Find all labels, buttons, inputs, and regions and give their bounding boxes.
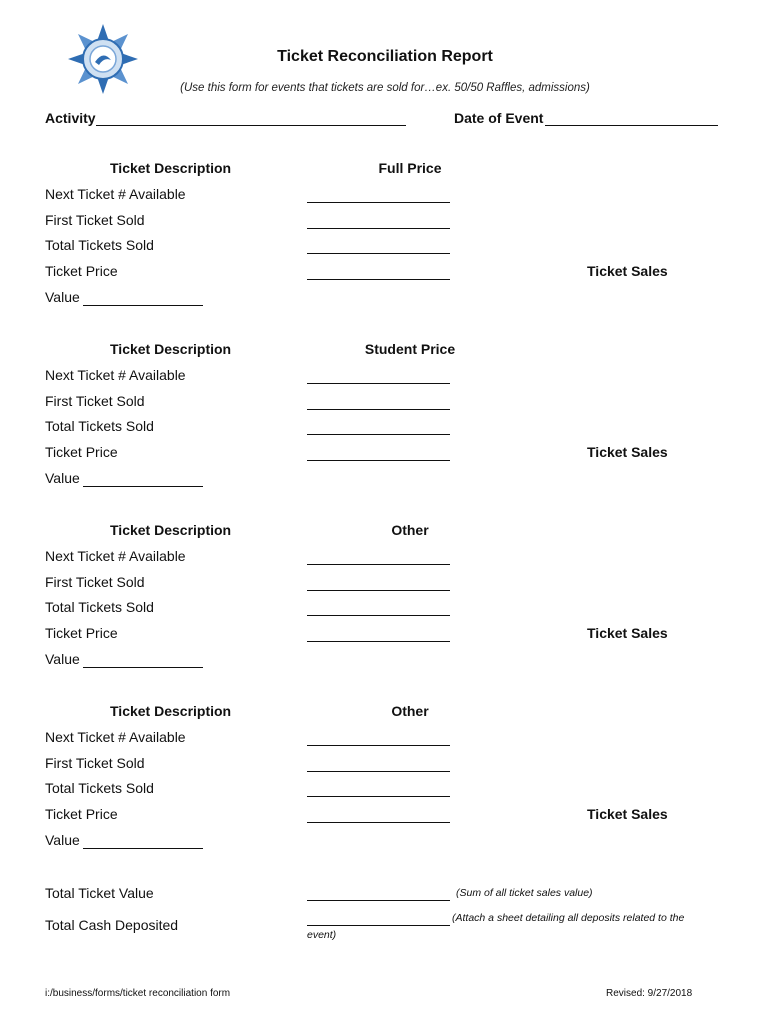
ticket-price-label: Ticket Price [45, 806, 118, 822]
first-ticket-field[interactable] [307, 228, 450, 229]
total-ticket-value-note: (Sum of all ticket sales value) [456, 887, 593, 899]
total-tickets-label: Total Tickets Sold [45, 237, 154, 253]
date-of-event-label: Date of Event [454, 110, 544, 126]
next-ticket-label: Next Ticket # Available [45, 729, 186, 745]
ticket-description-header: Ticket Description [110, 703, 232, 719]
total-tickets-field[interactable] [307, 796, 450, 797]
total-cash-deposited-label: Total Cash Deposited [45, 917, 179, 933]
ticket-price-label: Ticket Price [45, 263, 118, 279]
value-field[interactable] [83, 667, 203, 668]
ticket-sales-label: Ticket Sales [587, 263, 668, 279]
total-tickets-field[interactable] [307, 434, 450, 435]
value-field[interactable] [83, 848, 203, 849]
first-ticket-field[interactable] [307, 590, 450, 591]
value-label: Value [45, 651, 80, 667]
first-ticket-label: First Ticket Sold [45, 212, 145, 228]
page-title: Ticket Reconciliation Report [277, 48, 493, 65]
ticket-sales-label: Ticket Sales [587, 625, 668, 641]
total-tickets-field[interactable] [307, 615, 450, 616]
next-ticket-field[interactable] [307, 383, 450, 384]
value-label: Value [45, 470, 80, 486]
activity-field[interactable] [96, 125, 406, 126]
footer-revised: Revised: 9/27/2018 [606, 988, 693, 999]
date-of-event-field[interactable] [545, 125, 718, 126]
total-ticket-value-label: Total Ticket Value [45, 885, 154, 901]
price-type-header: Student Price [364, 341, 456, 357]
first-ticket-label: First Ticket Sold [45, 574, 145, 590]
next-ticket-label: Next Ticket # Available [45, 367, 186, 383]
total-tickets-field[interactable] [307, 253, 450, 254]
total-ticket-value-field[interactable] [307, 900, 450, 901]
ticket-price-label: Ticket Price [45, 625, 118, 641]
ticket-price-field[interactable] [307, 641, 450, 642]
total-cash-deposited-field[interactable] [307, 925, 450, 926]
ticket-description-header: Ticket Description [110, 341, 232, 357]
ticket-sales-label: Ticket Sales [587, 444, 668, 460]
value-label: Value [45, 832, 80, 848]
ticket-price-field[interactable] [307, 822, 450, 823]
ticket-price-label: Ticket Price [45, 444, 118, 460]
ticket-description-header: Ticket Description [110, 160, 232, 176]
price-type-header: Other [391, 522, 429, 538]
first-ticket-label: First Ticket Sold [45, 755, 145, 771]
next-ticket-label: Next Ticket # Available [45, 548, 186, 564]
first-ticket-field[interactable] [307, 771, 450, 772]
total-tickets-label: Total Tickets Sold [45, 599, 154, 615]
ticket-sales-label: Ticket Sales [587, 806, 668, 822]
next-ticket-label: Next Ticket # Available [45, 186, 186, 202]
value-label: Value [45, 289, 80, 305]
activity-label: Activity [45, 110, 96, 126]
total-tickets-label: Total Tickets Sold [45, 780, 154, 796]
page-subtitle: (Use this form for events that tickets are sold for…ex. 50/50 Raffles, admissions) [180, 82, 590, 94]
first-ticket-field[interactable] [307, 409, 450, 410]
price-type-header: Full Price [378, 160, 442, 176]
first-ticket-label: First Ticket Sold [45, 393, 145, 409]
price-type-header: Other [391, 703, 429, 719]
total-cash-deposited-note: (Attach a sheet detailing all deposits related to the [452, 912, 685, 924]
next-ticket-field[interactable] [307, 564, 450, 565]
ticket-price-field[interactable] [307, 460, 450, 461]
value-field[interactable] [83, 305, 203, 306]
total-cash-deposited-note-continued: event) [307, 929, 337, 941]
ticket-price-field[interactable] [307, 279, 450, 280]
next-ticket-field[interactable] [307, 745, 450, 746]
footer-path: i:/business/forms/ticket reconciliation form [45, 988, 231, 999]
value-field[interactable] [83, 486, 203, 487]
total-tickets-label: Total Tickets Sold [45, 418, 154, 434]
next-ticket-field[interactable] [307, 202, 450, 203]
ticket-description-header: Ticket Description [110, 522, 232, 538]
